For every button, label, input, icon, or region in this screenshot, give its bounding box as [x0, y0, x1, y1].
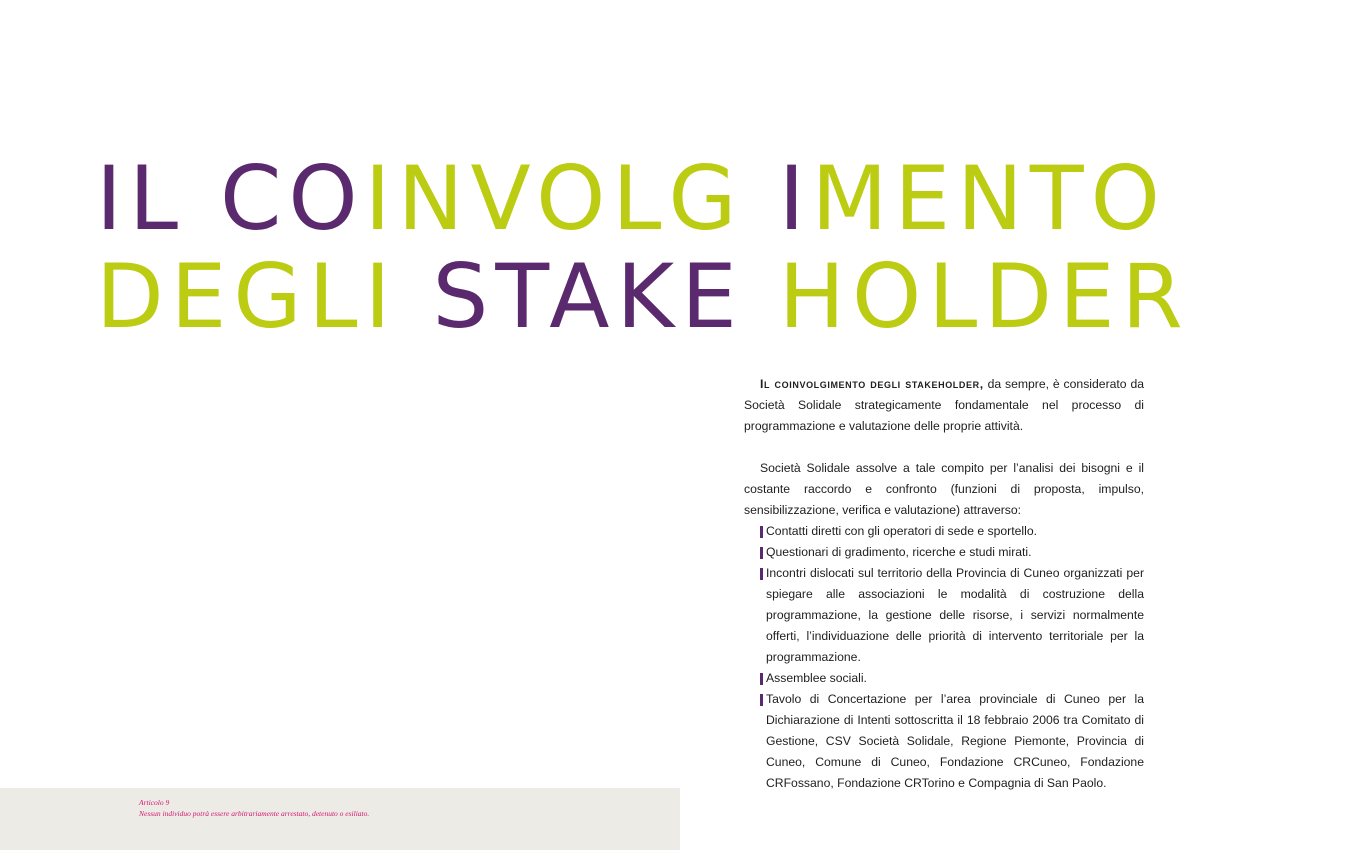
list-item-text: Contatti diretti con gli operatori di sede e sportello. — [766, 524, 1037, 538]
list-item-text: Questionari di gradimento, ricerche e studi mirati. — [766, 545, 1032, 559]
lead-in: Il coinvolgimento degli stakeholder, — [760, 377, 984, 391]
title-segment: I — [778, 147, 812, 250]
bullet-list — [744, 521, 1144, 794]
bullet-bar-icon — [760, 526, 763, 538]
article-number: Articolo 9 — [139, 798, 170, 807]
footer-band — [0, 788, 680, 850]
list-item — [744, 689, 1144, 794]
bullet-bar-icon — [760, 694, 763, 706]
title-segment: INVOLG — [364, 147, 779, 250]
article-quote: Nessun individuo potrà essere arbitrariamente arrestato, detenuto o esiliato. — [139, 809, 370, 818]
body-text — [744, 374, 1144, 794]
second-paragraph: Società Solidale assolve a tale compito per l’analisi dei bisogni e il costante raccordo e confronto (funzioni di proposta, impulso, sensibilizzazione, verifica e valutazione) attraverso: — [744, 461, 1144, 517]
intro-paragraph — [744, 374, 1144, 437]
list-item — [744, 521, 1144, 542]
list-item — [744, 563, 1144, 668]
title-line-2 — [96, 245, 1190, 348]
title-segment: STAKE — [432, 245, 779, 348]
title-segment: HOLDER — [778, 245, 1190, 348]
list-item — [744, 542, 1144, 563]
title-segment: IL CO — [96, 147, 365, 250]
article-reference — [139, 797, 369, 819]
list-item-text: Tavolo di Concertazione per l’area provinciale di Cuneo per la Dichiarazione di Intenti sottoscritta il 18 febbraio 2006 tra Comitato di Gestione, CSV Società Solidale, Regione Piemonte, Provincia di Cuneo, Comune di Cuneo, Fondazione CRCuneo, Fondazione CRFossano, Fondazione CRTorino e Compagnia di San Paolo. — [766, 692, 1144, 790]
title-line-1 — [96, 147, 1190, 250]
list-item — [744, 668, 1144, 689]
page-title — [96, 147, 1190, 348]
title-segment: DEGLI — [96, 245, 433, 348]
bullet-bar-icon — [760, 547, 763, 559]
title-segment: MENTO — [811, 147, 1167, 250]
list-item-text: Assemblee sociali. — [766, 671, 867, 685]
intro-text: da sempre, è considerato da Società Solidale strategicamente fondamentale nel processo di programmazione e valutazione delle proprie attività. — [744, 377, 1145, 433]
bullet-bar-icon — [760, 568, 763, 580]
list-item-text: Incontri dislocati sul territorio della Provincia di Cuneo organizzati per spiegare alle associazioni le modalità di costruzione della programmazione, la gestione delle risorse, i servizi normalmente offerti, l’individuazione delle priorità di intervento territoriale per la programmazione. — [766, 566, 1144, 664]
bullet-bar-icon — [760, 673, 763, 685]
